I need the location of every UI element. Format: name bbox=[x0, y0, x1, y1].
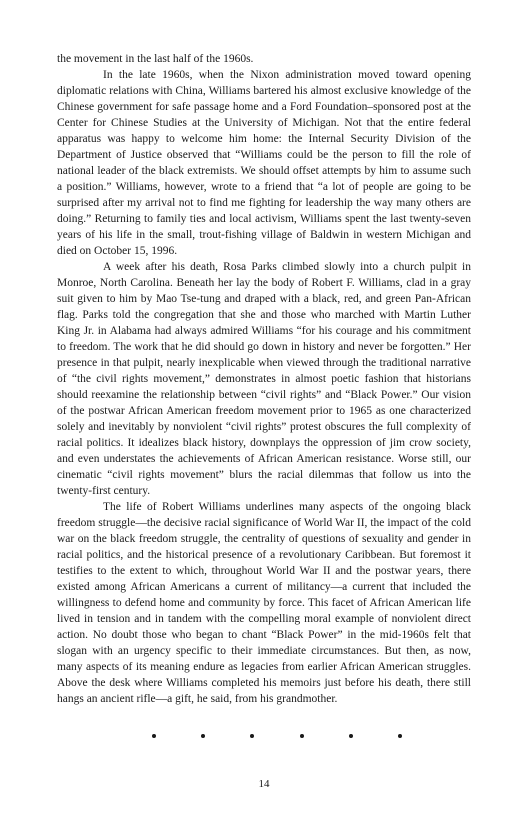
ornament-dot bbox=[152, 734, 156, 738]
page-number: 14 bbox=[258, 778, 270, 790]
ornament-dot bbox=[201, 734, 205, 738]
paragraph-williams-life: The life of Robert Williams underlines many aspects of the ongoing black freedom struggle—the decisive racial significance of World War II, the impact of the cold war on the black freedom struggle, the centrality of questions of sexuality and gender in racial politics, and the historical presence of a revolutionary Caribbean. But foremost it testifies to the extent to which, throughout World War II and the postwar years, there existed among African Americans a current of militancy—a current that included the willingness to defend home and community by force. This facet of African American life lived in tension and in tandem with the compelling moral example of nonviolent direct action. No doubt those who began to chant “Black Power” in the mid-1960s felt that slogan with an urgency specific to their immediate circumstances. But then, as now, many aspects of its meaning endure as legacies from earlier African American struggles. Above the desk where Williams completed his memoirs just before his death, there still hangs an ancient rifle—a gift, he said, from his grandmother. bbox=[57, 501, 471, 705]
ornament-dot bbox=[300, 734, 304, 738]
paragraph-nixon-china: In the late 1960s, when the Nixon administration moved toward opening diplomatic relations with China, Williams bartered his almost exclusive knowledge of the Chinese government for safe passage home and a Ford Foundation–sponsored post at the Center for Chinese Studies at the University of Michigan. Not that the entire federal apparatus was happy to welcome him home: the Internal Security Division of the Department of Justice observed that “Williams could be the person to fill the role of national leader of the black extremists. We should offset attempts by him to assume such a position.” Williams, however, wrote to a friend that “a lot of people are going to be surprised after my arrival not to find me fighting for leadership the way many others are doing.” Returning to family ties and local activism, Williams spent the last twenty-seven years of his life in the small, trout-fishing village of Baldwin in western Michigan and died on October 15, 1996. bbox=[57, 69, 471, 257]
ornament-dot bbox=[250, 734, 254, 738]
ornament-dot bbox=[349, 734, 353, 738]
paragraph-rosa-parks: A week after his death, Rosa Parks climbed slowly into a church pulpit in Monroe, North Carolina. Beneath her lay the body of Robert F. Williams, clad in a gray suit given to him by Mao Tse-tung and draped with a black, red, and green Pan-African flag. Parks told the congregation that she and those who marched with Martin Luther King Jr. in Alabama had always admired Williams “for his courage and his commitment to freedom. The work that he did should go down in history and never be forgotten.” Her presence in that pulpit, nearly inexplicable when viewed through the traditional narrative of “the civil rights movement,” demonstrates in almost poetic fashion that historians should reexamine the relationship between “civil rights” and “Black Power.” Our vision of the postwar African American freedom movement prior to 1965 as one characterized solely and inevitably by nonviolent “civil rights” protest obscures the full complexity of racial politics. It idealizes black history, downplays the oppression of jim crow society, and even understates the achievements of African American resistance. Worse still, our cinematic “civil rights movement” blurs the racial dilemmas that follow us into the twenty-first century. bbox=[57, 261, 471, 497]
section-break-ornament bbox=[152, 734, 402, 738]
body-text bbox=[57, 51, 471, 707]
ornament-dot bbox=[398, 734, 402, 738]
paragraph-continuation: the movement in the last half of the 1960s. bbox=[57, 53, 254, 65]
